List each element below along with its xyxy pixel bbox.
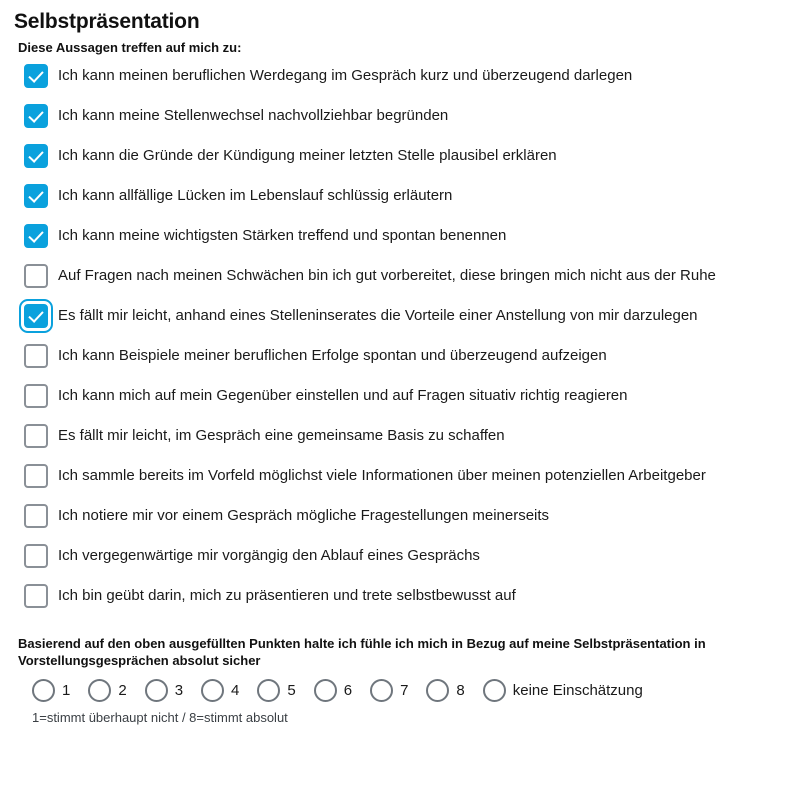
checkbox-wrapper <box>14 303 58 328</box>
checklist-item[interactable] <box>14 381 775 421</box>
rating-option[interactable] <box>257 679 295 702</box>
form-subtitle: Diese Aussagen treffen auf mich zu: <box>18 40 242 55</box>
checkbox-wrapper <box>14 63 58 88</box>
radio-icon[interactable] <box>314 679 337 702</box>
checklist-item[interactable] <box>14 141 775 181</box>
rating-option-label: 4 <box>231 682 240 699</box>
checkbox-wrapper <box>14 223 58 248</box>
checklist-item[interactable] <box>14 61 775 101</box>
checkbox-unchecked-icon[interactable] <box>24 424 48 448</box>
radio-icon[interactable] <box>145 679 168 702</box>
rating-option-label: 2 <box>118 682 127 699</box>
checkbox-unchecked-icon[interactable] <box>24 464 48 488</box>
rating-option[interactable] <box>426 679 464 702</box>
checkbox-unchecked-icon[interactable] <box>24 504 48 528</box>
checklist-item-label: Ich vergegenwärtige mir vorgängig den Ablauf eines Gesprächs <box>58 547 480 564</box>
checkbox-wrapper <box>14 103 58 128</box>
checklist-item-label: Ich kann allfällige Lücken im Lebenslauf schlüssig erläutern <box>58 187 453 204</box>
rating-option-label: 5 <box>287 682 296 699</box>
rating-option[interactable] <box>314 679 352 702</box>
checkbox-unchecked-icon[interactable] <box>24 264 48 288</box>
rating-option-label: 8 <box>456 682 465 699</box>
radio-icon[interactable] <box>426 679 449 702</box>
checkbox-checked-icon[interactable] <box>24 224 48 248</box>
checkbox-wrapper <box>14 183 58 208</box>
checkbox-checked-icon[interactable] <box>24 64 48 88</box>
checkbox-wrapper <box>14 583 58 608</box>
checkbox-unchecked-icon[interactable] <box>24 544 48 568</box>
checkbox-unchecked-icon[interactable] <box>24 344 48 368</box>
checklist-item-label: Ich kann meine wichtigsten Stärken treffend und spontan benennen <box>58 227 507 244</box>
rating-option[interactable] <box>201 679 239 702</box>
checklist-item-label: Es fällt mir leicht, anhand eines Stelleninserates die Vorteile einer Anstellung von mir darzulegen <box>58 307 698 324</box>
checklist-item[interactable] <box>14 541 775 581</box>
radio-icon[interactable] <box>201 679 224 702</box>
rating-option-label: 3 <box>174 682 184 699</box>
checklist-item-label: Ich sammle bereits im Vorfeld möglichst viele Informationen über meinen potenziellen Arbeitgeber <box>58 467 706 484</box>
rating-option-label: 7 <box>400 682 409 699</box>
checklist-item-label: Ich kann die Gründe der Kündigung meiner letzten Stelle plausibel erklären <box>58 147 557 164</box>
checklist-item[interactable] <box>14 101 775 141</box>
checklist-item[interactable] <box>14 581 775 621</box>
checklist-item[interactable] <box>14 461 775 501</box>
checkbox-wrapper <box>14 383 58 408</box>
checkbox-wrapper <box>14 343 58 368</box>
checkbox-wrapper <box>14 423 58 448</box>
radio-icon[interactable] <box>257 679 280 702</box>
rating-option-label: 6 <box>343 682 353 699</box>
checklist-item-label: Auf Fragen nach meinen Schwächen bin ich gut vorbereitet, diese bringen mich nicht aus der Ruhe <box>58 267 716 284</box>
checklist-item[interactable] <box>14 221 775 261</box>
checklist-item-label: Ich kann meine Stellenwechsel nachvollziehbar begründen <box>58 107 449 124</box>
checkbox-checked-icon[interactable] <box>24 144 48 168</box>
checklist-item-label: Ich notiere mir vor einem Gespräch mögliche Fragestellungen meinerseits <box>58 507 550 524</box>
radio-icon[interactable] <box>370 679 393 702</box>
checkbox-checked-icon[interactable] <box>24 304 48 328</box>
checkbox-unchecked-icon[interactable] <box>24 384 48 408</box>
rating-option-label: keine Einschätzung <box>512 682 643 699</box>
checklist-item-label: Ich kann Beispiele meiner beruflichen Erfolge spontan und überzeugend aufzeigen <box>58 347 607 364</box>
radio-icon[interactable] <box>32 679 55 702</box>
checkbox-wrapper <box>14 263 58 288</box>
checklist-item-label: Ich kann meinen beruflichen Werdegang im Gespräch kurz und überzeugend darlegen <box>58 67 633 84</box>
checkbox-wrapper <box>14 543 58 568</box>
rating-option[interactable] <box>88 679 126 702</box>
checkbox-wrapper <box>14 503 58 528</box>
page-title: Selbstpräsentation <box>14 10 200 33</box>
checklist-item-label: Es fällt mir leicht, im Gespräch eine gemeinsame Basis zu schaffen <box>58 427 505 444</box>
checkbox-unchecked-icon[interactable] <box>24 584 48 608</box>
checkbox-wrapper <box>14 463 58 488</box>
checklist-item[interactable] <box>14 301 775 341</box>
checklist-item[interactable] <box>14 261 775 301</box>
checklist-item[interactable] <box>14 421 775 461</box>
rating-option[interactable] <box>483 679 643 702</box>
checklist-item-label: Ich bin geübt darin, mich zu präsentieren und trete selbstbewusst auf <box>58 587 516 604</box>
checklist-item-label: Ich kann mich auf mein Gegenüber einstellen und auf Fragen situativ richtig reagieren <box>58 387 628 404</box>
checklist-item[interactable] <box>14 181 775 221</box>
rating-question: Basierend auf den oben ausgefüllten Punkten halte ich fühle ich mich in Bezug auf meine Selbstpräsentation in Vorstellungsgesprächen absolut sicher <box>18 636 706 668</box>
radio-icon[interactable] <box>483 679 506 702</box>
statement-checklist <box>14 61 775 621</box>
checkbox-checked-icon[interactable] <box>24 104 48 128</box>
radio-icon[interactable] <box>88 679 111 702</box>
rating-option[interactable] <box>32 679 70 702</box>
rating-option[interactable] <box>370 679 408 702</box>
checklist-item[interactable] <box>14 501 775 541</box>
rating-legend: 1=stimmt überhaupt nicht / 8=stimmt absolut <box>32 710 288 725</box>
checkbox-wrapper <box>14 143 58 168</box>
checkbox-checked-icon[interactable] <box>24 184 48 208</box>
checklist-item[interactable] <box>14 341 775 381</box>
rating-option[interactable] <box>145 679 183 702</box>
rating-option-label: 1 <box>62 682 71 699</box>
rating-scale <box>14 679 775 702</box>
